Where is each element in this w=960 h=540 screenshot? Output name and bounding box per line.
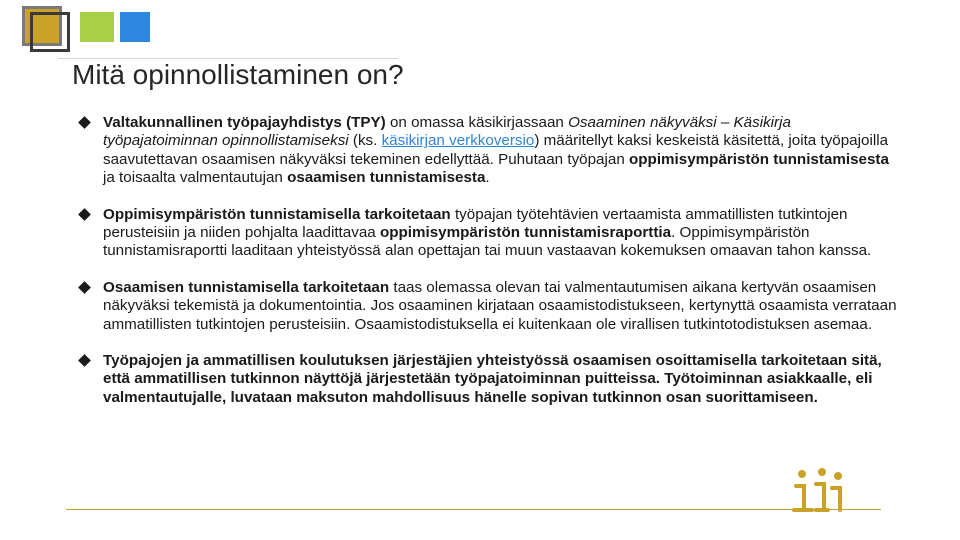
book-title: Osaaminen näkyväksi – Käsikirja työpajatoiminnan opinnollistamiseksi — [103, 114, 791, 150]
diamond-bullet-icon — [78, 281, 91, 294]
bullet-item — [78, 114, 898, 188]
bullet-text-bold: Valtakunnallinen työpajayhdistys (TPY) — [103, 114, 386, 131]
bullet-text-bold: osaamisen tunnistamisesta — [287, 169, 486, 187]
slide-title: Mitä opinnollistaminen on? — [72, 59, 404, 90]
bullet-item — [78, 279, 898, 334]
bullet-text-bold: oppimisympäristön tunnistamisraporttia — [379, 224, 672, 242]
bullet-text-bold: Työpajojen ja ammatillisen koulutuksen järjestäjien yhteistyössä osaamisen osoittamisella tarkoitetaan sitä, että ammatillisen tutkinnon näyttöjä järjestetään työpajatoiminnan puitteissa. Työtoiminnan asiakkaalle, eli valmentautujalle, luvataan maksuton mahdollisuus hänelle sopivan tutkinnon osan suorittamiseen. — [103, 352, 882, 406]
bullet-text: työpajan työtehtävien vertaamista ammatillisten tutkintojen perusteisiin ja niiden pohjalta laadittavaa — [103, 205, 848, 242]
bullet-text: ) määritellyt kaksi keskeistä käsitettä, joita työpajoilla saavutettavan osaamisen näkyväksi tekeminen edellyttää. Puhutaan työpajan — [103, 132, 889, 168]
logo-square-green — [80, 12, 114, 42]
bullet-text: ja toisaalta valmentautujan — [103, 169, 288, 187]
bullet-text: on omassa käsikirjassaan — [385, 114, 569, 131]
people-logo-icon — [790, 466, 850, 516]
bullet-list — [78, 114, 898, 425]
bullet-text: . Oppimisympäristön tunnistamisraportti laaditaan yhteistyössä alan opettajan tai muun vastaavan kokemuksen omaavan tahon kanssa. — [103, 224, 872, 260]
bullet-item — [78, 206, 898, 261]
bullet-item — [78, 352, 898, 407]
bullet-text-bold: Osaamisen tunnistamisella tarkoitetaan — [103, 278, 390, 296]
footer-divider — [66, 509, 881, 510]
handbook-web-link[interactable]: käsikirjan verkkoversio — [381, 132, 535, 150]
bullet-text-bold: Oppimisympäristön tunnistamisella tarkoitetaan — [103, 205, 451, 223]
bullet-text-bold: oppimisympäristön tunnistamisesta — [629, 150, 889, 168]
diamond-bullet-icon — [78, 116, 91, 129]
logo-square-outline-front — [30, 12, 70, 52]
bullet-text: (ks. — [348, 132, 382, 150]
bullet-text: . — [485, 169, 490, 187]
diamond-bullet-icon — [78, 208, 91, 221]
bullet-text: taas olemassa olevan tai valmentautumisen aikana kertyvän osaamisen näkyväksi tekemistä ja dokumentointia. Jos osaaminen kirjataan osaamistodistukseen, kertynyttä osaamista verrataan ammatillisten tutkintojen perusteisiin. Osaamistodistuksella ei kuitenkaan ole virallisen tutkintotodistuksen asemaa. — [103, 278, 897, 333]
logo-square-blue — [120, 12, 150, 42]
diamond-bullet-icon — [78, 354, 91, 367]
logo — [22, 6, 152, 52]
